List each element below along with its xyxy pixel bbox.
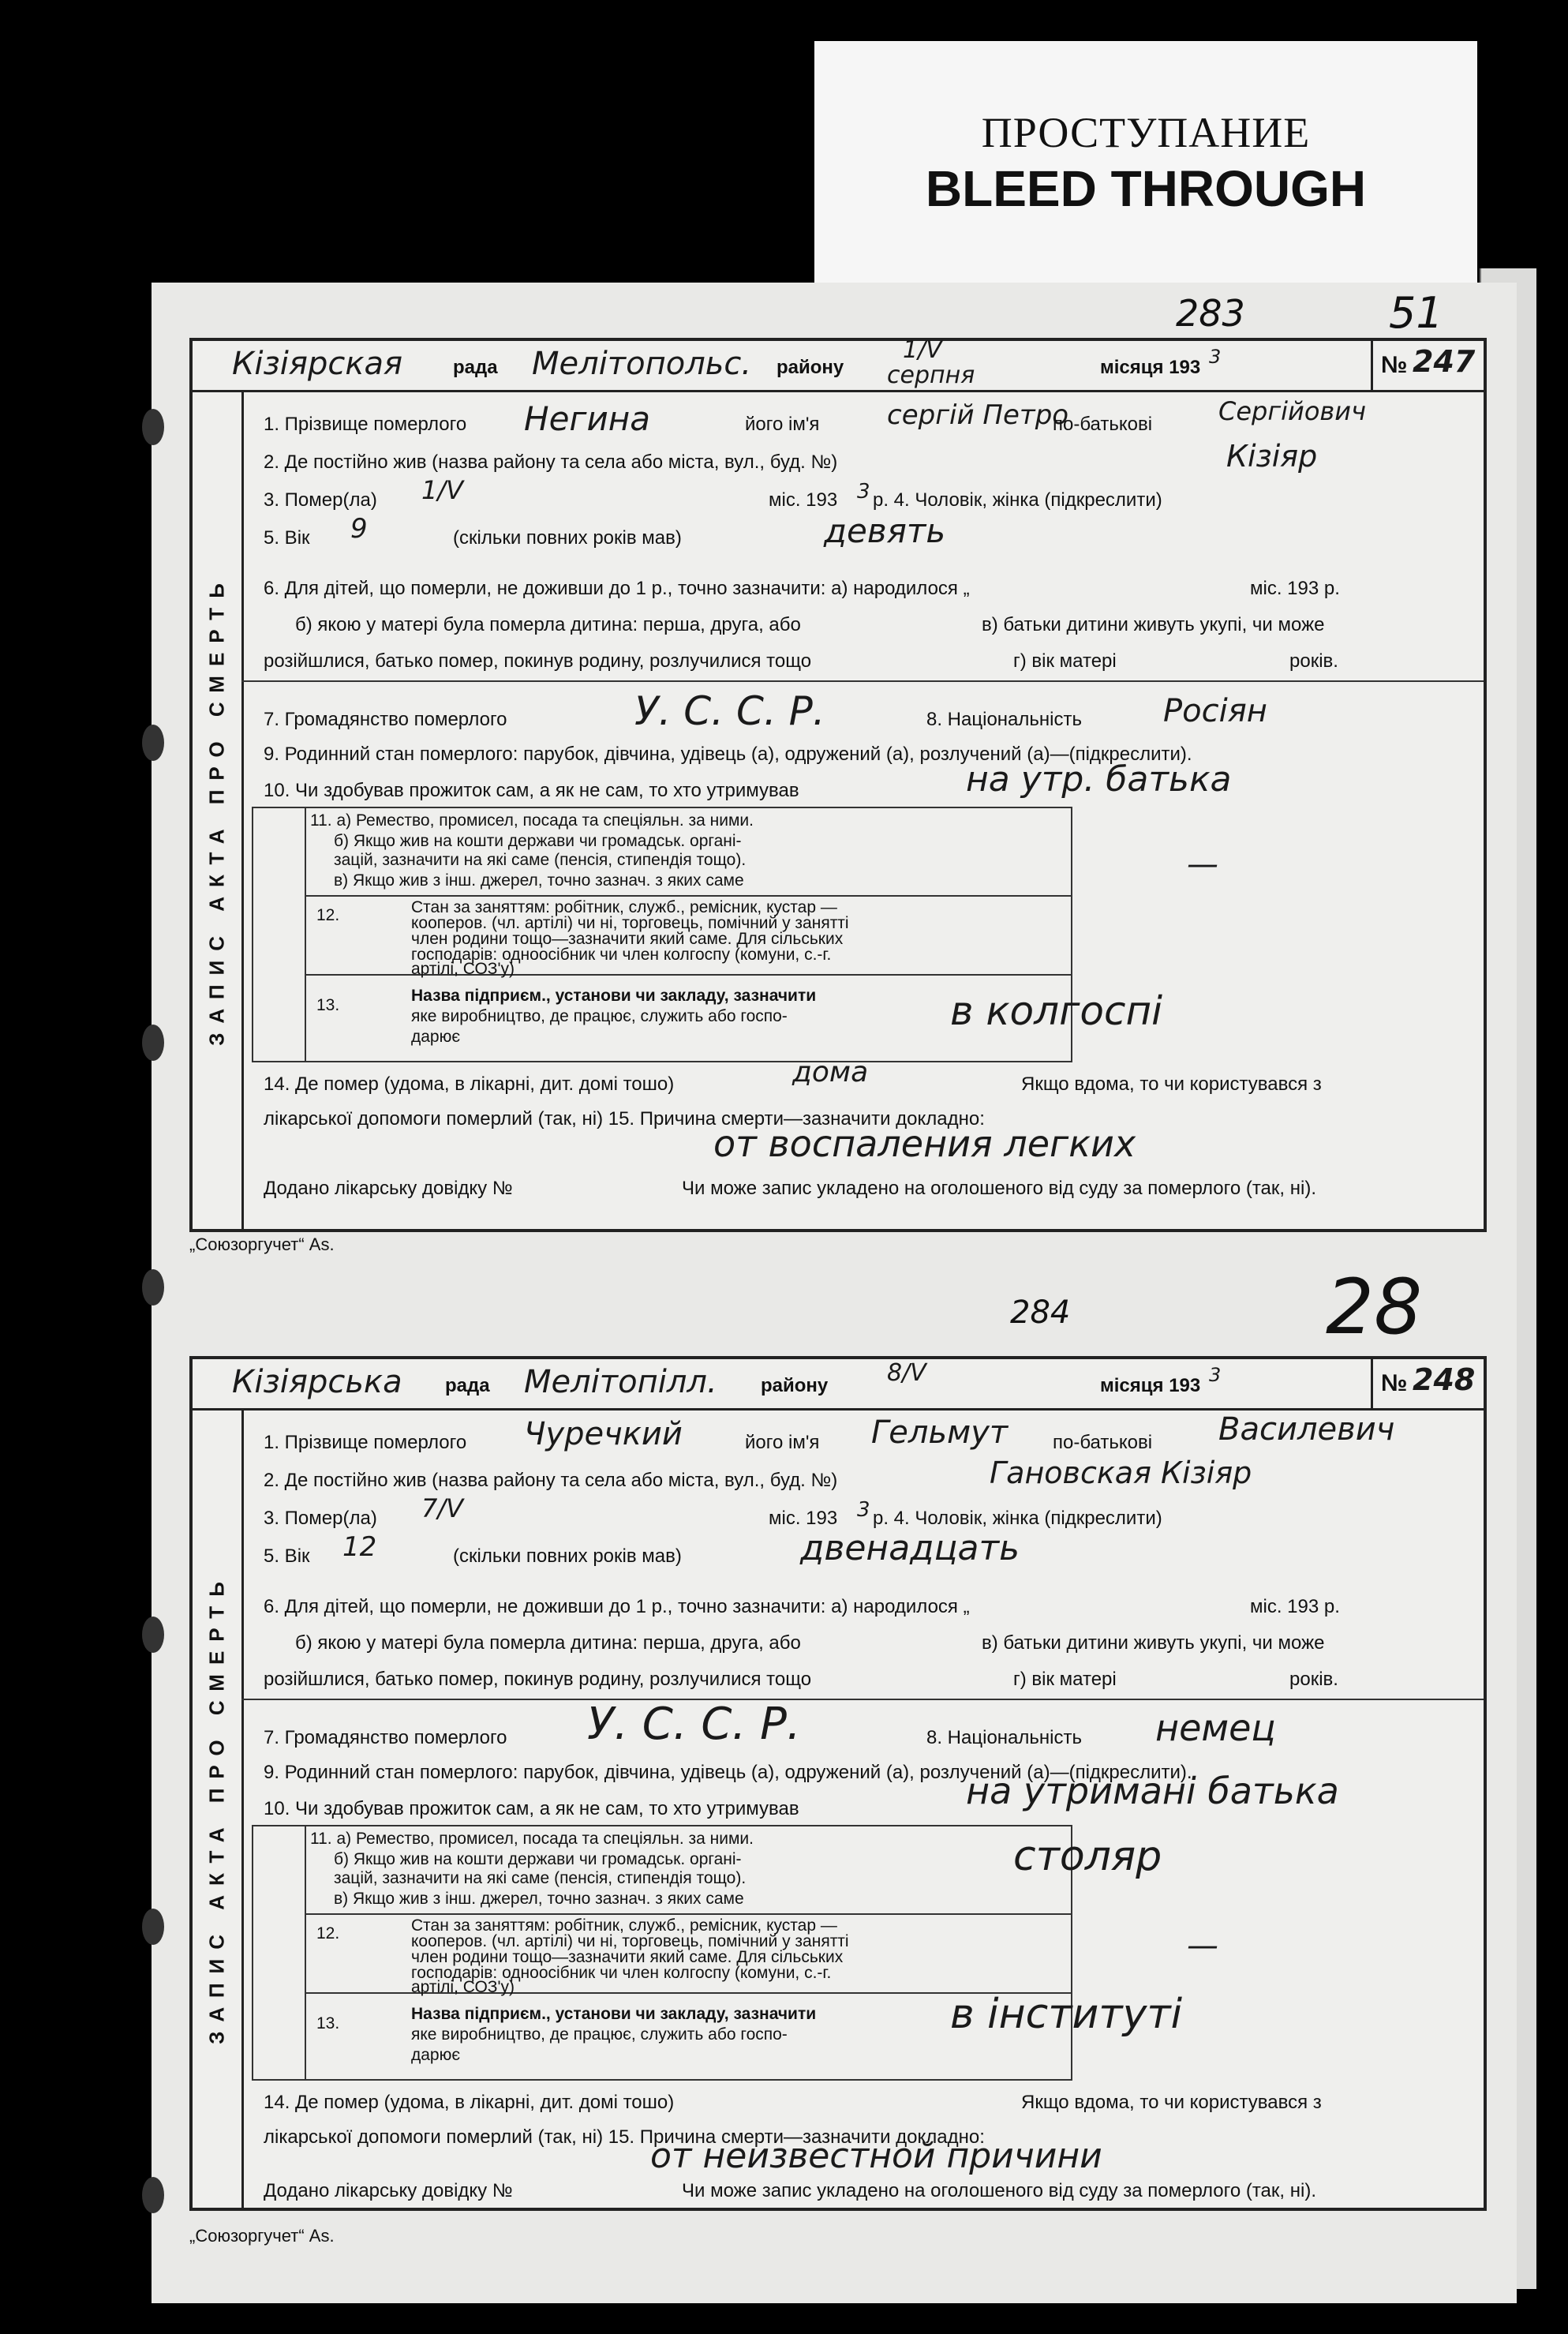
record-number: 248 bbox=[1413, 1362, 1476, 1397]
f12a-label: Стан за заняттям: робітник, служб., ремісник, кустар — bbox=[411, 898, 837, 916]
bleed-through-stamp bbox=[814, 41, 1477, 283]
f11a-label: 11. а) Ремество, промисел, посада та спеціяльн. за ними. bbox=[310, 811, 754, 830]
f11a-label: 11. а) Ремество, промисел, посада та спеціяльн. за ними. bbox=[310, 1830, 754, 1848]
f15-label: лікарської допомоги померлий (так, ні) 15. Причина смерти—зазначити докладно: bbox=[264, 2126, 985, 2148]
death-date: 1/V bbox=[421, 475, 464, 505]
f13a-label: Назва підприєм., установи чи закладу, зазначити bbox=[411, 2005, 817, 2023]
support: на утр. батька bbox=[966, 759, 1232, 800]
divider bbox=[241, 680, 1484, 682]
f12a-label: Стан за заняттям: робітник, служб., ремісник, кустар — bbox=[411, 1916, 837, 1935]
f11b2-label: зацій, зазначити на які саме (пенсія, стипендія тощо). bbox=[334, 851, 747, 869]
f12e-label: артілі, СОЗ'у) bbox=[411, 960, 515, 978]
citizenship: У. С. С. Р. bbox=[587, 1699, 801, 1750]
side-title-column bbox=[193, 1408, 244, 2208]
nationality: Росіян bbox=[1163, 693, 1267, 729]
f11c-label: в) Якщо жив з інш. джерел, точно зазнач. з яких саме bbox=[334, 871, 744, 890]
f13c-label: дарює bbox=[411, 1028, 461, 1046]
occupation-box-row bbox=[305, 1913, 1071, 1915]
f13b-label: яке виробництво, де працює, служить або госпо- bbox=[411, 1007, 788, 1025]
rada-name: Кізіярская bbox=[232, 346, 403, 382]
f16-label: Додано лікарську довідку № bbox=[264, 1178, 513, 1199]
f11-value: столяр bbox=[1013, 1833, 1162, 1880]
f14-home-label: Якщо вдома, то чи користувався з bbox=[1021, 1073, 1322, 1095]
f13a-label: Назва підприєм., установи чи закладу, зазначити bbox=[411, 987, 817, 1005]
f12c-label: член родини тощо—зазначити який саме. Для сільських bbox=[411, 1948, 844, 1966]
death-place: дома bbox=[792, 1056, 869, 1088]
occupation-box-col bbox=[305, 808, 306, 1061]
f12e-label: артілі, СОЗ'у) bbox=[411, 1978, 515, 1996]
f6c-mother-label: г) вік матері bbox=[1013, 650, 1117, 672]
footer-mark-2: „Союзоргучет“ Аѕ. bbox=[189, 2226, 335, 2246]
f1-patronymic-label: по-батькові bbox=[1053, 1432, 1153, 1453]
f7-label: 7. Громадянство померлого bbox=[264, 709, 507, 730]
rada-name: Кізіярська bbox=[232, 1364, 402, 1400]
side-title: ЗАПИС АКТА ПРО СМЕРТЬ bbox=[204, 573, 229, 1046]
f13-value: в інституті bbox=[950, 1991, 1183, 2038]
record-date: 1/V bbox=[903, 336, 942, 364]
record-number-box bbox=[1371, 1359, 1484, 1408]
punch-hole bbox=[142, 1909, 164, 1945]
f6b-right-label: в) батьки дитини живуть укупі, чи може bbox=[982, 1632, 1325, 1654]
f12b-label: кооперов. (чл. артілі) чи ні, торговець, помічний у занятті bbox=[411, 1932, 849, 1950]
first-name: сергій Петро bbox=[887, 399, 1069, 431]
f15-label: лікарської допомоги померлий (так, ні) 15. Причина смерти—зазначити докладно: bbox=[264, 1108, 985, 1130]
stamp-line-en: BLEED THROUGH bbox=[925, 160, 1367, 217]
page-number-2: 28 bbox=[1326, 1263, 1423, 1351]
f3-year-label: міс. 193 bbox=[769, 1508, 838, 1529]
f6c-years-label: років. bbox=[1289, 1669, 1338, 1690]
death-year-digit: 3 bbox=[857, 1498, 870, 1522]
f1-name-label: його ім'я bbox=[745, 1432, 820, 1453]
punch-hole bbox=[142, 1025, 164, 1061]
death-date: 7/V bbox=[421, 1493, 464, 1523]
f5-label: 5. Вік bbox=[264, 1545, 310, 1567]
record-number-box bbox=[1371, 341, 1484, 390]
record-number: 247 bbox=[1413, 344, 1476, 379]
f11-value: — bbox=[1187, 846, 1218, 882]
f12b-label: кооперов. (чл. артілі) чи ні, торговець, помічний у занятті bbox=[411, 914, 849, 932]
f6b-label: б) якою у матері була померла дитина: перша, друга, або bbox=[295, 614, 801, 635]
year-digit: 3 bbox=[1209, 346, 1222, 368]
f12c-label: член родини тощо—зазначити який саме. Для сільських bbox=[411, 930, 844, 948]
patronymic: Василевич bbox=[1218, 1411, 1395, 1448]
death-cause: от воспаления легких bbox=[713, 1122, 1136, 1165]
age-words: девять bbox=[824, 511, 946, 550]
f1-label: 1. Прізвище померлого bbox=[264, 1432, 467, 1453]
record-header bbox=[193, 1359, 1484, 1411]
f6b-right-label: в) батьки дитини живуть укупі, чи може bbox=[982, 614, 1325, 635]
f9-label: 9. Родинний стан померлого: парубок, дівчина, удівець (а), одружений (а), розлучений (а)—(підкреслити). bbox=[264, 744, 1192, 765]
f11c-label: в) Якщо жив з інш. джерел, точно зазнач. з яких саме bbox=[334, 1890, 744, 1908]
age-words: двенадцать bbox=[800, 1528, 1020, 1568]
residence: Гановская Кізіяр bbox=[990, 1455, 1252, 1490]
rayon-label: району bbox=[777, 357, 844, 378]
death-record-1 bbox=[189, 338, 1487, 1232]
f16-court-label: Чи може запис укладено на оголошеного від суду за померлого (так, ні). bbox=[682, 2180, 1316, 2201]
f16-label: Додано лікарську довідку № bbox=[264, 2180, 513, 2201]
f10-label: 10. Чи здобував прожиток сам, а як не сам, то хто утримував bbox=[264, 780, 799, 801]
occupation-box-col bbox=[305, 1826, 306, 2079]
rayon-name: Мелітопольс. bbox=[532, 346, 752, 382]
punch-hole bbox=[142, 1617, 164, 1653]
f14-home-label: Якщо вдома, то чи користувався з bbox=[1021, 2092, 1322, 2113]
f5-hint: (скільки повних років мав) bbox=[453, 1545, 682, 1567]
f14-label: 14. Де помер (удома, в лікарні, дит. домі тошо) bbox=[264, 2092, 675, 2113]
f3-gender-label: р. 4. Чоловік, жінка (підкреслити) bbox=[873, 1508, 1162, 1529]
death-record-2 bbox=[189, 1356, 1487, 2211]
f12-number: 12. bbox=[316, 906, 340, 924]
rada-label: рада bbox=[445, 1375, 490, 1396]
f12-number: 12. bbox=[316, 1924, 340, 1943]
residence: Кізіяр bbox=[1226, 439, 1318, 474]
number-label: № bbox=[1381, 1370, 1408, 1396]
punch-hole bbox=[142, 725, 164, 761]
number-label: № bbox=[1381, 352, 1408, 378]
f6a-label: 6. Для дітей, що померли, не доживши до 1 р., точно зазначити: а) народилося „ bbox=[264, 1596, 970, 1617]
f6b-label: б) якою у матері була померла дитина: перша, друга, або bbox=[295, 1632, 801, 1654]
f11b1-label: б) Якщо жив на кошти держави чи громадськ. органі- bbox=[334, 832, 742, 850]
record-header bbox=[193, 336, 1484, 392]
f13-value: в колгоспі bbox=[950, 988, 1163, 1034]
stamp-line-ru: ПРОСТУПАНИЕ bbox=[981, 109, 1311, 156]
f14-label: 14. Де помер (удома, в лікарні, дит. домі тошо) bbox=[264, 1073, 675, 1095]
f3-label: 3. Помер(ла) bbox=[264, 489, 377, 511]
f8-label: 8. Національність bbox=[926, 1727, 1082, 1748]
f7-label: 7. Громадянство померлого bbox=[264, 1727, 507, 1748]
punch-hole bbox=[142, 1269, 164, 1306]
f9-label: 9. Родинний стан померлого: парубок, дівчина, удівець (а), одружений (а), розлучений (а)—(підкреслити). bbox=[264, 1762, 1192, 1783]
f6a-label: 6. Для дітей, що померли, не доживши до 1 р., точно зазначити: а) народилося „ bbox=[264, 578, 970, 599]
first-name: Гельмут bbox=[871, 1414, 1009, 1451]
f2-label: 2. Де постійно жив (назва району та села або міста, вул., буд. №) bbox=[264, 451, 838, 473]
punch-hole bbox=[142, 2177, 164, 2213]
side-title: ЗАПИС АКТА ПРО СМЕРТЬ bbox=[204, 1572, 229, 2044]
f1-name-label: його ім'я bbox=[745, 414, 820, 435]
f6c-label: розійшлися, батько помер, покинув родину, розлучилися тощо bbox=[264, 650, 812, 672]
occupation-box bbox=[252, 807, 1072, 1062]
month-label: місяця 193 bbox=[1100, 357, 1201, 378]
f13-number: 13. bbox=[316, 996, 340, 1014]
f6a-year-label: міс. 193 р. bbox=[1250, 1596, 1340, 1617]
archive-number-2: 284 bbox=[1010, 1294, 1071, 1331]
f11b1-label: б) Якщо жив на кошти держави чи громадськ. органі- bbox=[334, 1850, 742, 1868]
rayon-label: району bbox=[761, 1375, 829, 1396]
f11b2-label: зацій, зазначити на які саме (пенсія, стипендія тощо). bbox=[334, 1869, 747, 1887]
support: на утримані батька bbox=[966, 1770, 1339, 1812]
f5-hint: (скільки повних років мав) bbox=[453, 527, 682, 549]
month-label: місяця 193 bbox=[1100, 1375, 1201, 1396]
f6c-mother-label: г) вік матері bbox=[1013, 1669, 1117, 1690]
side-title-column bbox=[193, 390, 244, 1229]
surname: Негина bbox=[524, 399, 650, 438]
f12d-label: господарів: одноосібник чи член колгоспу (комуни, с.-г. bbox=[411, 946, 832, 964]
age-number: 12 bbox=[342, 1531, 377, 1563]
occupation-box bbox=[252, 1825, 1072, 2081]
f12d-label: господарів: одноосібник чи член колгоспу (комуни, с.-г. bbox=[411, 1964, 832, 1982]
f3-gender-label: р. 4. Чоловік, жінка (підкреслити) bbox=[873, 489, 1162, 511]
year-digit: 3 bbox=[1209, 1364, 1222, 1386]
rayon-name: Мелітопілл. bbox=[524, 1364, 717, 1400]
occupation-box-row bbox=[305, 895, 1071, 897]
f6c-years-label: років. bbox=[1289, 650, 1338, 672]
f5-label: 5. Вік bbox=[264, 527, 310, 549]
death-cause: от неизвестной причини bbox=[650, 2136, 1102, 2176]
f13-number: 13. bbox=[316, 2014, 340, 2032]
f3-label: 3. Помер(ла) bbox=[264, 1508, 377, 1529]
f13b-label: яке виробництво, де працює, служить або госпо- bbox=[411, 2025, 788, 2044]
f8-label: 8. Національність bbox=[926, 709, 1082, 730]
f6a-year-label: міс. 193 р. bbox=[1250, 578, 1340, 599]
f6c-label: розійшлися, батько помер, покинув родину, розлучилися тощо bbox=[264, 1669, 812, 1690]
f2-label: 2. Де постійно жив (назва району та села або міста, вул., буд. №) bbox=[264, 1470, 838, 1491]
citizenship: У. С. С. Р. bbox=[634, 688, 825, 734]
footer-mark-1: „Союзоргучет“ Аѕ. bbox=[189, 1234, 335, 1254]
f3-year-label: міс. 193 bbox=[769, 489, 838, 511]
f1-patronymic-label: по-батькові bbox=[1053, 414, 1153, 435]
divider bbox=[241, 1699, 1484, 1700]
f16-court-label: Чи може запис укладено на оголошеного від суду за померлого (так, ні). bbox=[682, 1178, 1316, 1199]
f12-value: — bbox=[1187, 1928, 1218, 1964]
f13c-label: дарює bbox=[411, 2046, 461, 2064]
archive-number-1: 283 bbox=[1176, 292, 1245, 335]
nationality: немец bbox=[1155, 1706, 1276, 1749]
death-year-digit: 3 bbox=[857, 480, 870, 504]
f1-label: 1. Прізвище померлого bbox=[264, 414, 467, 435]
punch-hole bbox=[142, 409, 164, 445]
page-number-1: 51 bbox=[1389, 288, 1443, 338]
patronymic: Сергійович bbox=[1218, 396, 1366, 426]
surname: Чуречкий bbox=[524, 1416, 683, 1452]
record-month: серпня bbox=[887, 362, 975, 389]
record-date: 8/V bbox=[887, 1359, 926, 1387]
age-number: 9 bbox=[350, 513, 368, 545]
f10-label: 10. Чи здобував прожиток сам, а як не сам, то хто утримував bbox=[264, 1798, 799, 1819]
rada-label: рада bbox=[453, 357, 498, 378]
